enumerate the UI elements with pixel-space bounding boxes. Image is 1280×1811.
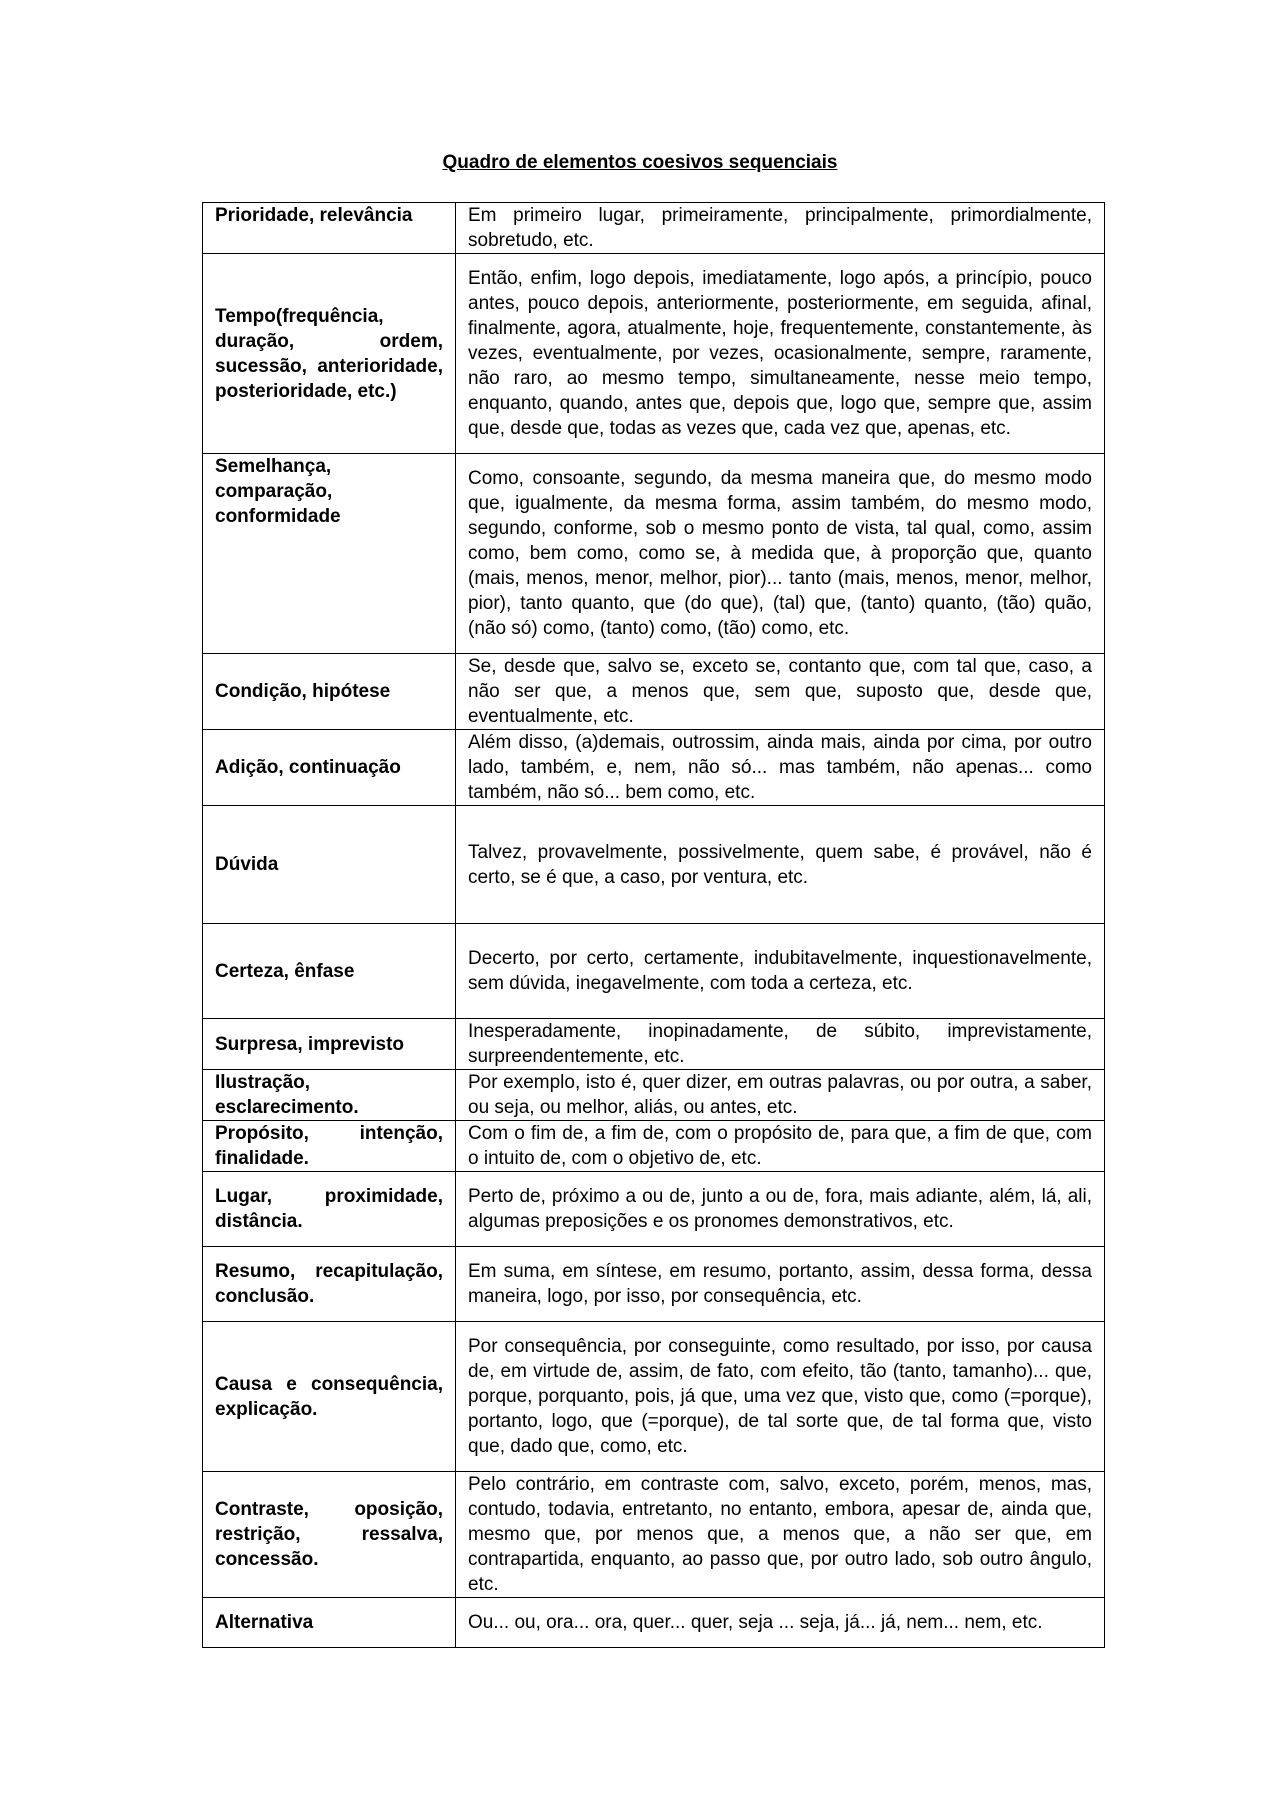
category-cell: Ilustração, esclarecimento. <box>203 1070 456 1121</box>
category-cell: Resumo, recapitulação, conclusão. <box>203 1247 456 1322</box>
connectives-cell: Perto de, próximo a ou de, junto a ou de, fora, mais adiante, além, lá, ali, algumas preposições e os pronomes demonstrativos, etc. <box>456 1172 1105 1247</box>
category-cell: Surpresa, imprevisto <box>203 1019 456 1070</box>
category-cell: Tempo(frequência, duração, ordem, sucessão, anterioridade, posterioridade, etc.) <box>203 254 456 454</box>
table-row <box>203 1322 1105 1472</box>
table-row <box>203 1247 1105 1322</box>
connectives-cell: Talvez, provavelmente, possivelmente, quem sabe, é provável, não é certo, se é que, a caso, por ventura, etc. <box>456 806 1105 924</box>
table-row <box>203 730 1105 806</box>
table-row <box>203 1070 1105 1121</box>
connectives-cell: Por consequência, por conseguinte, como resultado, por isso, por causa de, em virtude de, assim, de fato, com efeito, tão (tanto, tamanho)... que, porque, porquanto, pois, já que, uma vez que, visto que, como (=porque), portanto, logo, que (=porque), de tal sorte que, de tal forma que, visto que, dado que, como, etc. <box>456 1322 1105 1472</box>
connectives-cell: Em suma, em síntese, em resumo, portanto, assim, dessa forma, dessa maneira, logo, por isso, por consequência, etc. <box>456 1247 1105 1322</box>
connectives-cell: Além disso, (a)demais, outrossim, ainda mais, ainda por cima, por outro lado, também, e, nem, não só... mas também, não apenas... como também, não só... bem como, etc. <box>456 730 1105 806</box>
connectives-cell: Com o fim de, a fim de, com o propósito de, para que, a fim de que, com o intuito de, com o objetivo de, etc. <box>456 1121 1105 1172</box>
category-cell: Dúvida <box>203 806 456 924</box>
connectives-cell: Pelo contrário, em contraste com, salvo, exceto, porém, menos, mas, contudo, todavia, entretanto, no entanto, embora, apesar de, ainda que, mesmo que, por menos que, a menos que, a não ser que, em contrapartida, enquanto, ao passo que, por outro lado, sob outro ângulo, etc. <box>456 1472 1105 1598</box>
connectives-cell: Por exemplo, isto é, quer dizer, em outras palavras, ou por outra, a saber, ou seja, ou melhor, aliás, ou antes, etc. <box>456 1070 1105 1121</box>
table-row <box>203 254 1105 454</box>
table-row <box>203 1121 1105 1172</box>
connectives-cell: Ou... ou, ora... ora, quer... quer, seja ... seja, já... já, nem... nem, etc. <box>456 1598 1105 1648</box>
category-cell: Alternativa <box>203 1598 456 1648</box>
table-row <box>203 654 1105 730</box>
table-row <box>203 203 1105 254</box>
category-cell: Lugar, proximidade, distância. <box>203 1172 456 1247</box>
table-row <box>203 454 1105 654</box>
table-row <box>203 924 1105 1019</box>
connectives-cell: Em primeiro lugar, primeiramente, principalmente, primordialmente, sobretudo, etc. <box>456 203 1105 254</box>
category-cell: Condição, hipótese <box>203 654 456 730</box>
table-row <box>203 806 1105 924</box>
category-cell: Adição, continuação <box>203 730 456 806</box>
table-row <box>203 1172 1105 1247</box>
category-cell: Semelhança, comparação, conformidade <box>203 454 456 654</box>
table-row <box>203 1472 1105 1598</box>
connectives-cell: Inesperadamente, inopinadamente, de súbito, imprevistamente, surpreendentemente, etc. <box>456 1019 1105 1070</box>
cohesion-elements-table <box>202 202 1105 1648</box>
category-cell: Contraste, oposição, restrição, ressalva, concessão. <box>203 1472 456 1598</box>
connectives-cell: Como, consoante, segundo, da mesma maneira que, do mesmo modo que, igualmente, da mesma forma, assim também, do mesmo modo, segundo, conforme, sob o mesmo ponto de vista, tal qual, como, assim como, bem como, como se, à medida que, à proporção que, quanto (mais, menos, menor, melhor, pior)... tanto (mais, menos, menor, melhor, pior), tanto quanto, que (do que), (tal) que, (tanto) quanto, (tão) quão, (não só) como, (tanto) como, (tão) como, etc. <box>456 454 1105 654</box>
connectives-cell: Se, desde que, salvo se, exceto se, contanto que, com tal que, caso, a não ser que, a menos que, sem que, suposto que, desde que, eventualmente, etc. <box>456 654 1105 730</box>
category-cell: Causa e consequência, explicação. <box>203 1322 456 1472</box>
category-cell: Certeza, ênfase <box>203 924 456 1019</box>
page-title: Quadro de elementos coesivos sequenciais <box>442 152 838 173</box>
connectives-cell: Decerto, por certo, certamente, indubitavelmente, inquestionavelmente, sem dúvida, inegavelmente, com toda a certeza, etc. <box>456 924 1105 1019</box>
connectives-cell: Então, enfim, logo depois, imediatamente, logo após, a princípio, pouco antes, pouco depois, anteriormente, posteriormente, em seguida, afinal, finalmente, agora, atualmente, hoje, frequentemente, constantemente, às vezes, eventualmente, por vezes, ocasionalmente, sempre, raramente, não raro, ao mesmo tempo, simultaneamente, nesse meio tempo, enquanto, quando, antes que, depois que, logo que, sempre que, assim que, desde que, todas as vezes que, cada vez que, apenas, etc. <box>456 254 1105 454</box>
category-cell: Propósito, intenção, finalidade. <box>203 1121 456 1172</box>
table-row <box>203 1598 1105 1648</box>
table-row <box>203 1019 1105 1070</box>
category-cell: Prioridade, relevância <box>203 203 456 254</box>
